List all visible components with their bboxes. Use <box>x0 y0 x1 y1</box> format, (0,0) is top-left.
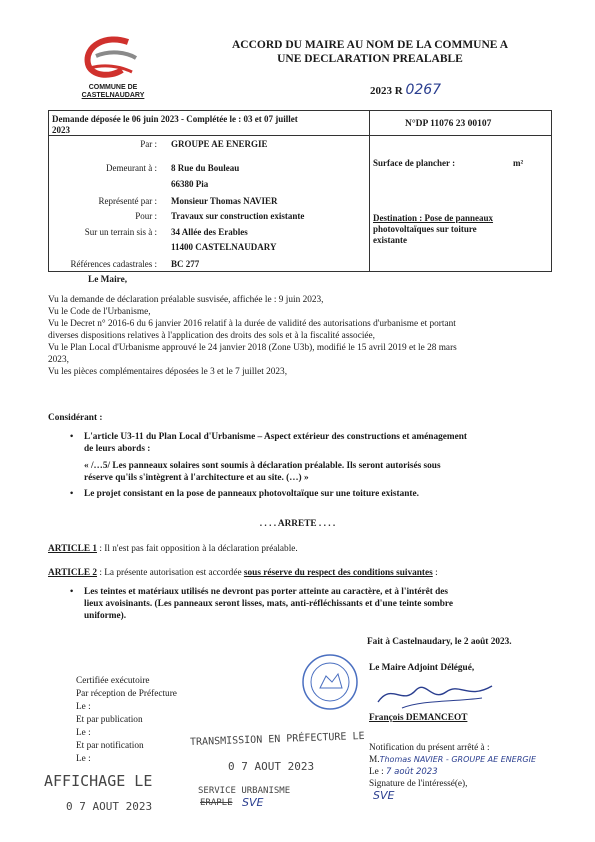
certification-block: Certifiée exécutoire Par réception de Préfecture Le : Et par publication Le : Et par notification Le : <box>76 676 177 764</box>
demeurant-line2: 66380 Pia <box>171 179 209 189</box>
le-maire: Le Maire, <box>88 275 128 285</box>
signatory-role: Le Maire Adjoint Délégué, <box>369 663 475 673</box>
vu-1: Vu la demande de déclaration préalable susvisée, affichée le : 9 juin 2023, <box>48 295 324 305</box>
pour-value: Travaux sur construction existante <box>171 211 305 221</box>
terrain-label: Sur un terrain sis à : <box>84 227 157 237</box>
dp-number: N°DP 11076 23 00107 <box>405 119 492 129</box>
handwritten-signature-icon <box>372 672 502 712</box>
bullet-icon: • <box>70 489 74 499</box>
represente-label: Représenté par : <box>98 196 157 206</box>
bullet-icon: • <box>70 432 74 442</box>
considerant: Considérant : <box>48 413 103 423</box>
bullet-icon: • <box>70 587 74 597</box>
visas <box>48 294 553 378</box>
references-label: Références cadastrales : <box>70 259 157 269</box>
article-2-condition: • Les teintes et matériaux utilisés ne devront pas porter atteinte au caractère, et à l'intérêt des lieux avoisinants. (Les panneaux seront lisses, mats, anti-réfléchissants et d'une teinte sombre uniforme). <box>70 587 453 621</box>
terrain-line2: 11400 CASTELNAUDARY <box>171 242 277 252</box>
par-value: GROUPE AE ENERGIE <box>171 139 268 149</box>
demande-dates: Demande déposée le 06 juin 2023 - Complétée le : 03 et 07 juillet 2023 <box>52 114 298 135</box>
fait-a: Fait à Castelnaudary, le 2 août 2023. <box>367 637 512 647</box>
par-label: Par : <box>140 139 157 149</box>
considerant-bullet-1: • L'article U3-11 du Plan Local d'Urbanisme – Aspect extérieur des constructions et aménagement de leurs abords : <box>70 432 468 454</box>
terrain-line1: 34 Allée des Erables <box>171 227 248 237</box>
arrete-heading: . . . . ARRETE . . . . <box>259 519 336 529</box>
vu-3b: diverses dispositions relatives à l'application des droits des sols et à la fiscalité associée, <box>48 331 375 341</box>
logo-text: COMMUNE DE CASTELNAUDARY <box>81 84 145 99</box>
affichage-date: 0 7 AOUT 2023 <box>66 800 153 813</box>
surface-unit: m² <box>513 158 524 168</box>
demeurant-line1: 8 Rue du Bouleau <box>171 163 240 173</box>
vu-4b: 2023, <box>48 355 69 365</box>
document-title: ACCORD DU MAIRE AU NOM DE LA COMMUNE A UNE DECLARATION PREALABLE <box>232 39 508 65</box>
service-handwritten: SVE <box>242 796 264 809</box>
quote: « /…5/ Les panneaux solaires sont soumis à déclaration préalable. Ils seront autorisés sous réserve qu'ils s'intègrent à l'architecture et au site. (…) » <box>84 461 441 483</box>
commune-logo <box>76 34 148 84</box>
transmission-date: 0 7 AOUT 2023 <box>228 760 315 773</box>
surface-label: Surface de plancher : <box>373 158 456 168</box>
logo-emblem-icon <box>76 34 148 84</box>
official-seal <box>300 652 360 712</box>
service-urbanisme-stamp: SERVICE URBANISME <box>198 786 291 796</box>
references-value: BC 277 <box>171 259 200 269</box>
service-crossed: ERAPLE <box>200 798 233 808</box>
considerant-bullet-2: • Le projet consistant en la pose de panneaux photovoltaïque sur une toiture existante. <box>70 489 419 499</box>
transmission-stamp: TRANSMISSION EN PRÉFECTURE LE <box>189 730 365 749</box>
vu-4a: Vu le Plan Local d'Urbanisme approuvé le 24 janvier 2018 (Zone U3b), modifié le 15 avril 2019 et le 28 mars <box>48 343 457 353</box>
vu-5: Vu les pièces complémentaires déposées le 3 et le 7 juillet 2023, <box>48 367 288 377</box>
vu-2: Vu le Code de l'Urbanisme, <box>48 307 151 317</box>
vu-3a: Vu le Decret n° 2016-6 du 6 janvier 2016 relatif à la durée de validité des autorisations d'urbanisme et portant <box>48 319 456 329</box>
notification-block: Notification du présent arrêté à : M.Thomas NAVIER - GROUPE AE ENERGIE Le : 7 août 2023 Signature de l'intéressé(e), SVE <box>369 743 536 802</box>
destination: Destination : Pose de panneaux photovoltaïques sur toiture existante <box>373 213 494 245</box>
demeurant-label: Demeurant à : <box>106 163 157 173</box>
signatory-name: François DEMANCEOT <box>369 713 468 723</box>
represente-value: Monsieur Thomas NAVIER <box>171 196 278 206</box>
article-1: ARTICLE 1 : Il n'est pas fait opposition à la déclaration préalable. <box>48 544 298 554</box>
info-box <box>48 110 552 272</box>
affichage-stamp: AFFICHAGE LE <box>44 772 153 790</box>
arrete-reference: 2023 R 0267 <box>370 82 442 98</box>
seal-stamp-icon <box>300 652 360 712</box>
article-2: ARTICLE 2 : La présente autorisation est accordée sous réserve du respect des conditions suivantes : <box>48 568 438 578</box>
pour-label: Pour : <box>135 211 157 221</box>
